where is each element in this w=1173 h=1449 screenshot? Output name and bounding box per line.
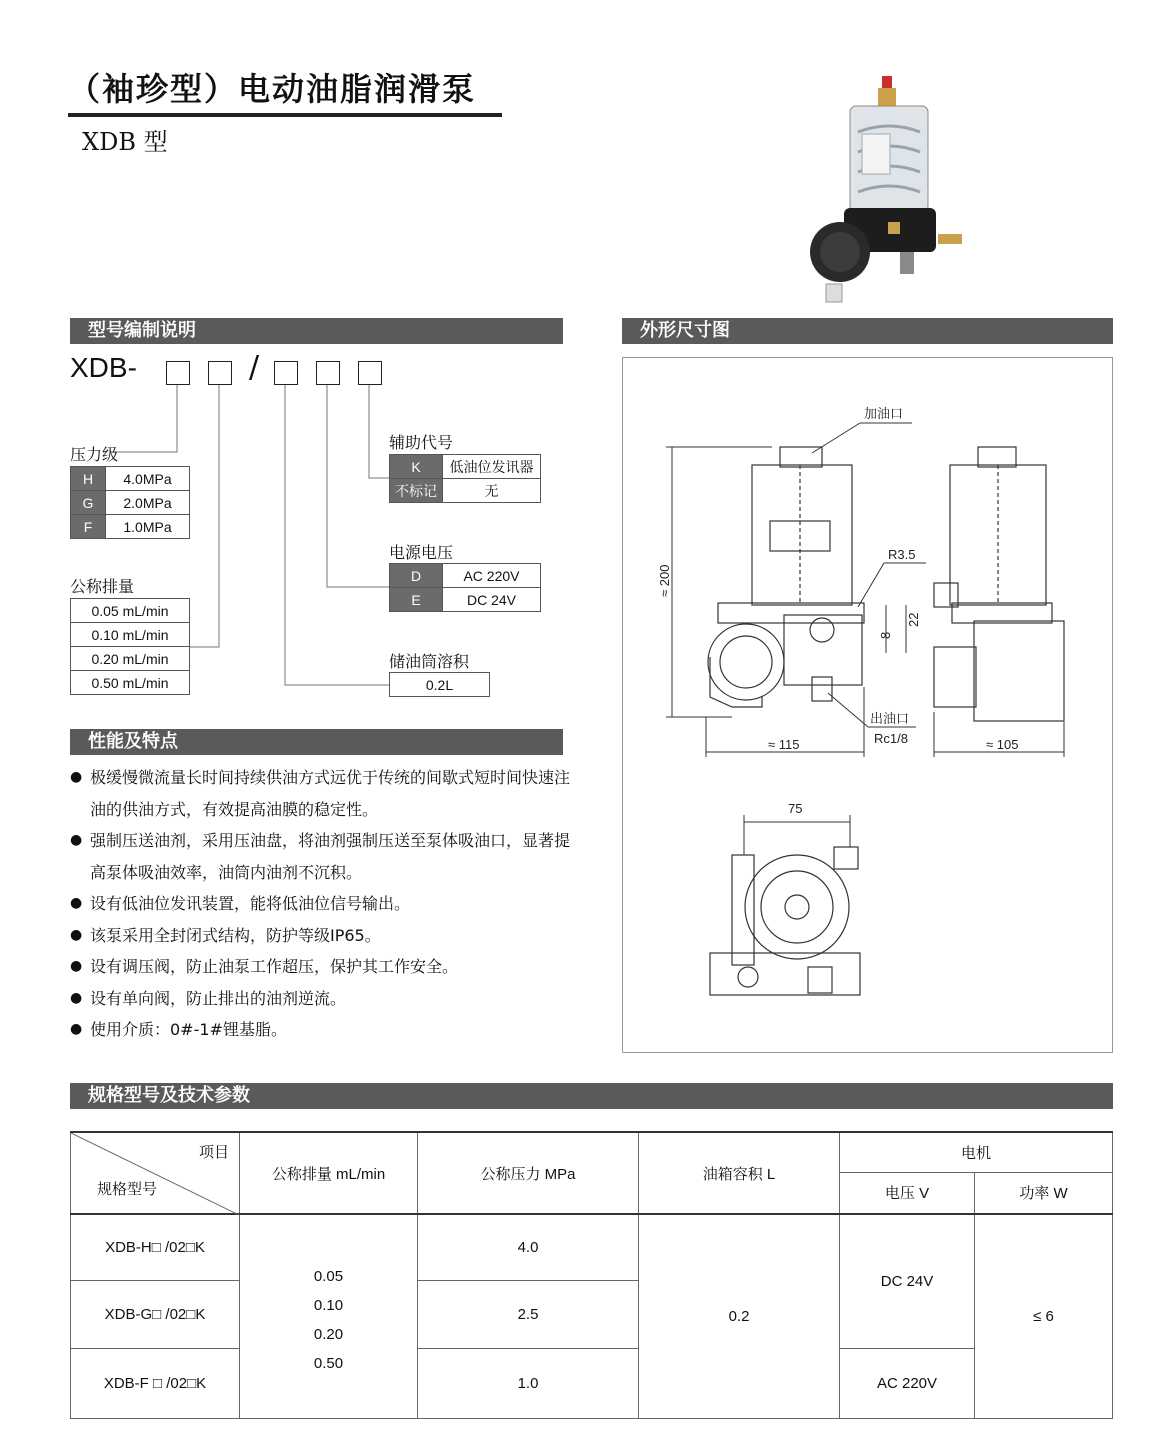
features-list <box>70 762 580 1046</box>
voltage-value: DC 24V <box>443 588 541 612</box>
displacement-value: 0.50 <box>313 1355 344 1373</box>
pressure-value: 2.0MPa <box>106 491 190 515</box>
pressure-code: G <box>71 491 106 515</box>
aux-table <box>389 454 541 503</box>
header-motor: 电机 <box>840 1132 1113 1172</box>
displacement-value: 0.05 mL/min <box>71 599 190 623</box>
displacement-label: 公称排量 <box>70 577 135 596</box>
voltage-code: E <box>390 588 443 612</box>
table-row <box>390 479 541 503</box>
header-pressure: 公称压力 MPa <box>418 1132 639 1214</box>
model-cell: XDB-F □ /02□K <box>71 1348 240 1418</box>
displacement-value: 0.20 mL/min <box>71 647 190 671</box>
table-row <box>390 588 541 612</box>
aux-code: K <box>390 455 443 479</box>
power-cell: ≤ 6 <box>975 1214 1113 1418</box>
displacement-value: 0.20 <box>313 1326 344 1344</box>
list-item: ● 强制压送油剂，采用压油盘，将油剂强制压送至泵体吸油口，显著提高泵体吸油效率，油筒内油剂不沉积。 <box>70 825 580 888</box>
volume-table <box>389 672 490 697</box>
table-row <box>390 673 490 697</box>
list-item: ● 该泵采用全封闭式结构，防护等级IP65。 <box>70 920 580 952</box>
label-width-105: ≈ 105 <box>986 737 1019 752</box>
aux-label: 辅助代号 <box>389 433 454 452</box>
pump-product-photo <box>800 72 970 308</box>
table-row <box>71 467 190 491</box>
volume-value: 0.2L <box>390 673 490 697</box>
table-row <box>71 599 190 623</box>
pressure-code: F <box>71 515 106 539</box>
label-r35: R3.5 <box>888 547 916 562</box>
table-row <box>71 515 190 539</box>
pressure-cell: 2.5 <box>418 1280 639 1348</box>
list-item: ● 设有低油位发讯装置，能将低油位信号输出。 <box>70 888 580 920</box>
table-row <box>71 491 190 515</box>
voltage-code: D <box>390 564 443 588</box>
table-row <box>71 623 190 647</box>
pressure-cell: 4.0 <box>418 1214 639 1280</box>
header-tank: 油箱容积 L <box>639 1132 840 1214</box>
list-item: ● 极缓慢微流量长时间持续供油方式远优于传统的间歇式短时间快速注油的供油方式，有效提高油膜的稳定性。 <box>70 762 580 825</box>
label-width-75: 75 <box>788 801 803 816</box>
aux-value: 无 <box>443 479 541 503</box>
voltage-table <box>389 563 541 612</box>
pressure-label: 压力级 <box>70 445 119 464</box>
label-dim-22: 22 <box>906 612 921 627</box>
aux-code: 不标记 <box>390 479 443 503</box>
label-height-200: ≈ 200 <box>657 564 672 597</box>
header-voltage: 电压 V <box>840 1172 975 1214</box>
model-code-prefix: XDB- <box>70 352 137 383</box>
displacement-value: 0.05 <box>313 1268 344 1286</box>
list-item: ● 设有单向阀，防止排出的油剂逆流。 <box>70 983 580 1015</box>
label-outlet: 出油口 <box>870 711 910 726</box>
header-power: 功率 W <box>975 1172 1113 1214</box>
displacement-value: 0.50 mL/min <box>71 671 190 695</box>
label-width-115: ≈ 115 <box>768 737 800 752</box>
model-cell: XDB-H□ /02□K <box>71 1214 240 1280</box>
table-row <box>71 647 190 671</box>
code-slash: / <box>249 350 260 385</box>
list-item: ● 使用介质：0#-1#锂基脂。 <box>70 1014 580 1046</box>
label-fill-port: 加油口 <box>864 406 904 421</box>
dimension-drawing <box>622 357 1113 1053</box>
tank-cell: 0.2 <box>639 1214 840 1418</box>
volume-label: 储油筒溶积 <box>389 652 470 671</box>
table-header-row <box>71 1132 1113 1172</box>
section-features: 性能及特点 <box>70 729 563 755</box>
section-model-code: 型号编制说明 <box>70 318 563 344</box>
voltage-ac-cell: AC 220V <box>840 1348 975 1418</box>
aux-value: 低油位发讯器 <box>443 455 541 479</box>
label-rc18: Rc1/8 <box>874 731 908 746</box>
header-displacement: 公称排量 mL/min <box>240 1132 418 1214</box>
table-row <box>71 1214 1113 1280</box>
voltage-dc-cell: DC 24V <box>840 1214 975 1348</box>
voltage-value: AC 220V <box>443 564 541 588</box>
table-row <box>71 1348 1113 1418</box>
displacement-value: 0.10 <box>313 1297 344 1315</box>
list-item: ● 设有调压阀，防止油泵工作超压，保护其工作安全。 <box>70 951 580 983</box>
pressure-value: 1.0MPa <box>106 515 190 539</box>
section-dimensions: 外形尺寸图 <box>622 318 1113 344</box>
section-spec: 规格型号及技术参数 <box>70 1083 1113 1109</box>
displacement-value: 0.10 mL/min <box>71 623 190 647</box>
label-dim-8: 8 <box>878 631 893 639</box>
displacement-table <box>70 598 190 695</box>
pressure-cell: 1.0 <box>418 1348 639 1418</box>
page-title: （袖珍型）电动油脂润滑泵 <box>68 70 477 108</box>
table-row <box>390 455 541 479</box>
pressure-code: H <box>71 467 106 491</box>
voltage-label: 电源电压 <box>389 543 454 562</box>
header-diagonal-cell <box>71 1132 240 1214</box>
pressure-value: 4.0MPa <box>106 467 190 491</box>
model-cell: XDB-G□ /02□K <box>71 1280 240 1348</box>
spec-table <box>70 1131 1113 1419</box>
pressure-table <box>70 466 190 539</box>
table-row <box>71 671 190 695</box>
page-subtitle: XDB 型 <box>82 128 168 156</box>
table-row <box>390 564 541 588</box>
header-model: 规格型号 <box>97 1181 158 1198</box>
displacement-cell <box>240 1214 418 1418</box>
header-item: 项目 <box>198 1144 229 1161</box>
